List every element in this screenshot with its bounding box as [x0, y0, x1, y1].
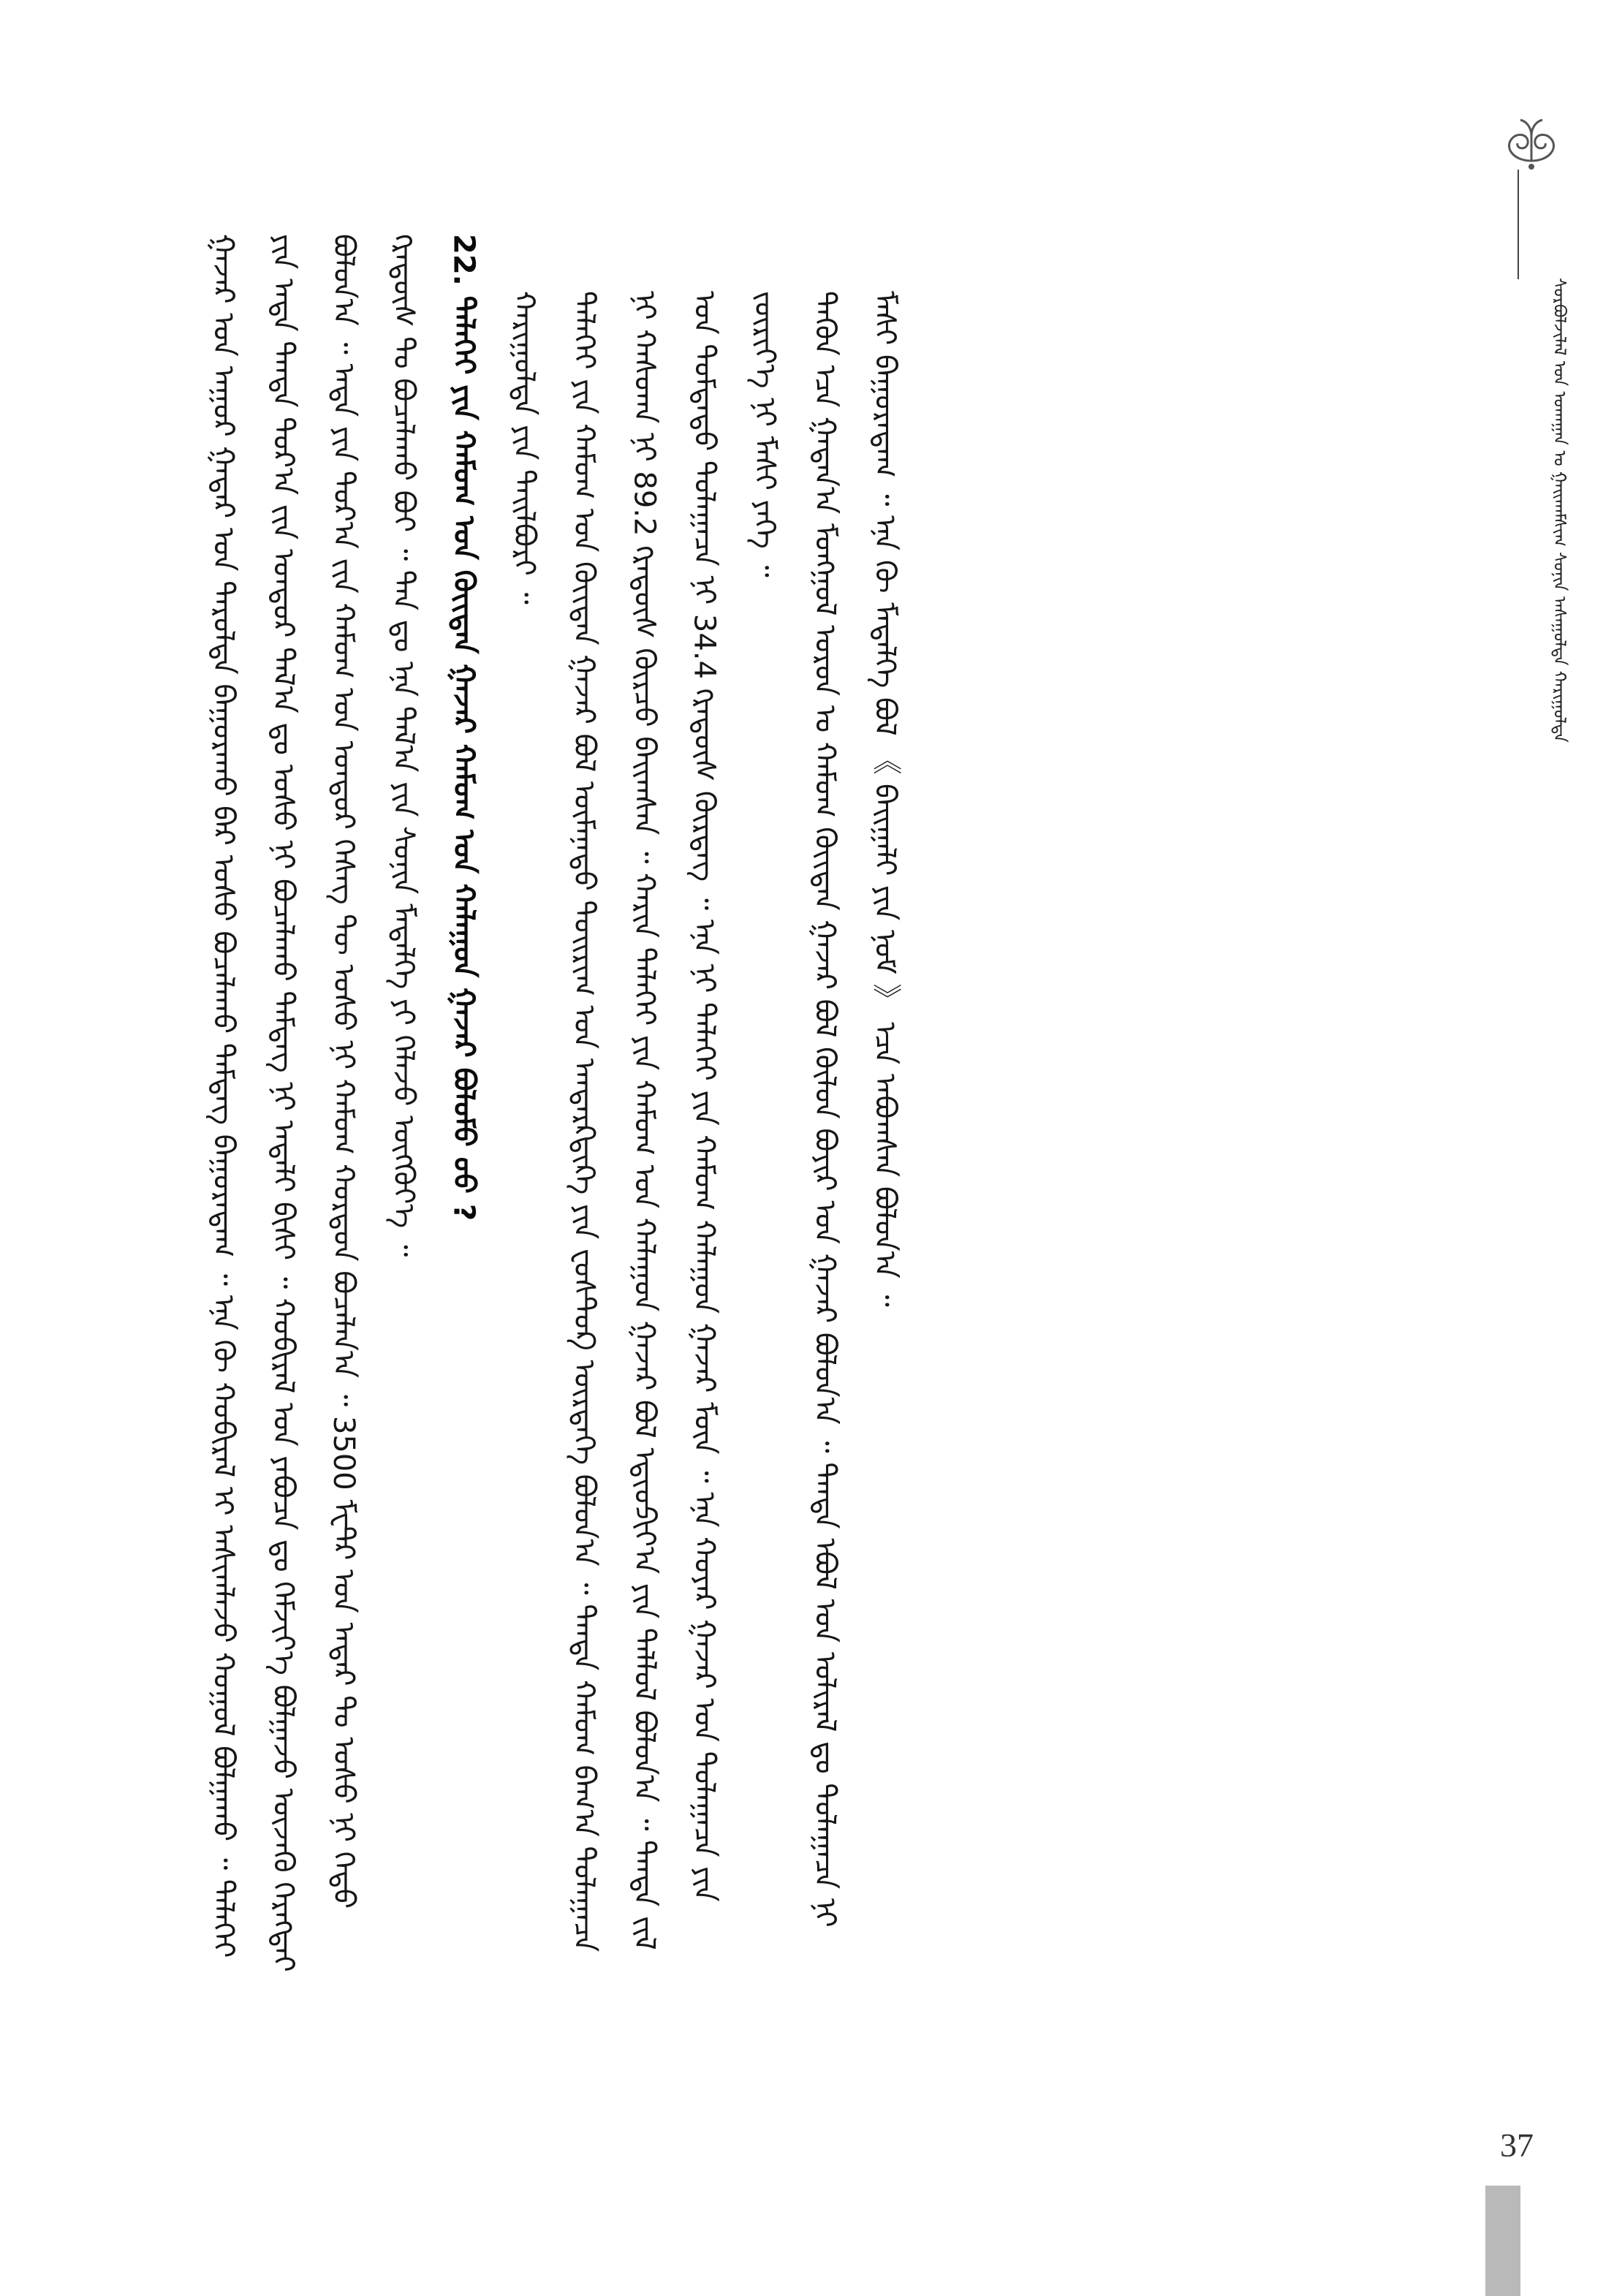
page-edge-tab	[1485, 2186, 1520, 2296]
page-number: 37	[1500, 2126, 1534, 2164]
answer-paragraph: ᠳᠡᠯᠡᠬᠡᠢ ᠶᠢᠨ ᠬᠠᠮᠤᠭ ᠤᠨ ᠬᠦᠢᠲᠡᠨ ᠭᠠᠵᠠᠷ ᠪᠣᠯ ᠥᠮᠡᠨᠡᠲᠦ ᠲᠣᠢᠷᠢᠭ ᠤᠨ ᠠᠨᠲᠠᠷᠺᠲᠢᠺᠠ ᠶᠢᠨ ᠸᠣᠰᠲ᠋ᠣᠺ ᠥᠷᠲᠡᠭᠡ ᠪᠣᠯᠤᠨ᠎ᠠ ᠃ ᠲᠡᠨᠳᠡ ᠬᠠᠮᠤᠭ ᠪᠠᠭ᠎ᠠ ᠳᠤᠯᠠᠭᠠᠴᠠ ᠨᠢ ᠬᠠᠰᠤᠬᠠ ᠨᠢ 89.2 ᠭᠷᠠᠳᠦ᠋ᠰ ᠬᠦᠷᠴᠦ ᠪᠠᠢᠭᠰᠠᠨ ᠃ ᠬᠠᠷᠢᠨ ᠳᠡᠯᠡᠬᠡᠢ ᠶᠢᠨ ᠬᠠᠮᠤᠭ ᠤᠨ ᠬᠠᠯᠠᠭᠤᠨ ᠭᠠᠵᠠᠷ ᠪᠣᠯ ᠡᠲᠢᠣᠫᠢᠶ᠎ᠠ ᠶᠢᠨ ᠳᠠᠯᠯᠣᠯ ᠪᠣᠯᠤᠨ᠎ᠠ ᠃ ᠲᠡᠨᠳᠡ ᠵᠢᠯ ᠤᠨ ᠳᠤᠮᠳᠠᠳᠤ ᠳᠤᠯᠠᠭᠠᠴᠠ ᠨᠢ 34.4 ᠭᠷᠠᠳᠦ᠋ᠰ ᠬᠦᠷᠳᠡᠭ ᠃ ᠡᠨᠡ ᠨᠢ ᠳᠡᠯᠡᠬᠡᠢ ᠶᠢᠨ ᠬᠠᠮᠤᠭ ᠬᠠᠯᠠᠭᠤᠨ ᠭᠠᠵᠠᠷ ᠮᠥᠨ ᠃ ᠡᠨᠡ ᠬᠣᠶᠠᠷ ᠭᠠᠵᠠᠷ ᠤᠨ ᠳᠤᠯᠠᠭᠠᠴᠠ ᠶᠢᠨ ᠵᠥᠷᠢᠶ᠎ᠡ ᠨᠢ ᠮᠠᠰᠢ ᠶᠡᠬᠡ ᠃	[567, 291, 781, 1952]
running-header: ᠰᠣᠷᠪᠤᠯᠵᠢᠯᠠᠯ ᠤᠨ ᠤᠬᠠᠭᠠᠨ ᠤ ᠭᠠᠢᠬᠠᠮᠰᠢᠭ ᠰᠣᠨᠢᠨ ᠠᠰᠠᠭᠤᠯᠲᠠ ᠬᠠᠷᠢᠭᠤᠯᠲᠠ	[1550, 278, 1569, 743]
header-ornament-icon	[1491, 110, 1572, 175]
answer-paragraph: ᠲᠡᠭᠦᠨ ᠡᠴᠡ ᠭᠠᠳᠠᠨ᠎ᠠ ᠮᠣᠩᠭᠣᠯ ᠣᠷᠣᠨ ᠤ ᠬᠠᠮᠤᠭ ᠬᠦᠢᠲᠡᠨ ᠭᠠᠵᠠᠷ ᠪᠣᠯ ᠬᠥᠯᠥᠨ ᠪᠤᠶᠢᠷ ᠤᠨ ᠭᠠᠵᠠᠷ ᠪᠣᠯᠤᠨ᠎ᠠ ᠃ ᠲᠡᠨᠳᠡ ᠡᠪᠦᠯ ᠤᠨ ᠤᠯᠢᠷᠠᠯ ᠳᠤ ᠳᠤᠯᠠᠭᠠᠴᠠ ᠨᠢ ᠮᠠᠰᠢ ᠪᠠᠭᠤᠷᠠᠳᠠᠭ ᠃ ᠡᠨᠡ ᠬᠦ ᠮᠡᠳᠡᠯᠭᠡ ᠪᠣᠯ 《 ᠪᠠᠢᠭᠠᠯᠢ ᠶᠢᠨ ᠨᠣᠮ 》 ᠡᠴᠡ ᠠᠪᠤᠭᠰᠠᠨ ᠪᠣᠯᠤᠨ᠎ᠠ ᠃	[808, 291, 902, 1928]
header-rule	[1518, 170, 1519, 279]
answer-lead: ᠬᠠᠷᠢᠭᠤᠯᠲᠠ ᠶᠢᠨ ᠲᠠᠢᠯᠪᠤᠷᠢ ᠃	[507, 291, 541, 605]
question-text: ᠳᠡᠯᠡᠬᠡᠢ ᠶᠢᠨ ᠬᠠᠮᠤᠭ ᠤᠨ ᠬᠦᠢᠲᠡᠨ ᠭᠠᠵᠠᠷ ᠬᠠᠮᠤᠭ ᠤᠨ ᠬᠠᠯᠠᠭᠤᠨ ᠭᠠᠵᠠᠷ ᠪᠣᠯᠤᠮᠤ ᠤᠤ ?	[447, 295, 481, 1221]
question-heading	[433, 234, 493, 1988]
header-title-mark	[1481, 278, 1494, 556]
page-body	[193, 234, 1458, 1988]
body-paragraph: ᠭᠠᠵᠠᠷ ᠤᠨ ᠠᠭᠤᠷ ᠭᠠᠳᠠᠷ ᠤᠨ ᠳᠠᠷᠤᠯᠲᠠ ᠪᠠᠭᠤᠷᠠᠬᠤ ᠪᠠᠷ ᠤᠰᠤ ᠪᠤᠴᠠᠯᠠᠬᠤ ᠲᠡᠮᠳᠡᠭ ᠪᠠᠭᠤᠷᠠᠳᠠᠭ ᠃ ᠡᠨᠡ ᠬᠦ ᠬᠤᠪᠢᠷᠠᠯ ᠢ ᠠᠰᠢᠭᠯᠠᠵᠤ ᠬᠣᠭᠣᠯ ᠪᠣᠯᠭᠠᠬᠤ ᠃ ᠳᠡᠯᠡᠬᠡᠢ ᠶᠢᠨ ᠡᠨᠳᠡ ᠲᠠᠨᠳᠠ ᠳᠤᠷ᠎ᠠ ᠵᠢᠨ ᠤᠨᠳᠤᠷ ᠲᠠᠯ᠎ᠠ ᠳᠤ ᠤᠰᠤ ᠨᠢ ᠪᠤᠴᠠᠯᠠᠬᠤ ᠲᠡᠮᠳᠡᠭ ᠨᠢ ᠠᠳᠠᠯᠢ ᠪᠢᠰᠢ ᠃ ᠬᠤᠪᠢᠷᠠᠯ ᠤᠨ ᠶᠠᠪᠤᠴᠠ ᠳᠤ ᠬᠡᠮᠵᠢᠶ᠎ᠡ ᠪᠣᠯᠭᠠᠵᠤ ᠦᠵᠡᠬᠦ ᠬᠡᠷᠡᠭᠲᠡᠶ ᠪᠣᠯᠤᠨ᠎ᠠ ᠃ ᠡᠨᠳᠡ ᠶᠢᠨ ᠳᠤᠷ᠎ᠠ ᠵᠢᠨ ᠬᠠᠮᠤᠭ ᠤᠨ ᠤᠨᠳᠤᠷ ᠬᠡᠰᠡᠭ ᠲᠦ ᠤᠰᠤ ᠨᠢ ᠬᠠᠮᠤᠭ ᠬᠤᠷᠳᠤᠨ ᠪᠤᠴᠠᠯᠠᠨ᠎ᠠ ᠃ 3500 ᠮᠧᠲ᠋ᠷ ᠤᠨ ᠡᠨᠳᠡᠷ ᠲᠤ ᠤᠰᠤ ᠨᠢ ᠬᠡᠳᠦ ᠭᠷᠠᠳᠦ᠋ᠰ ᠲᠤ ᠪᠤᠴᠠᠯᠠᠬᠤ ᠪᠤᠢ ᠃ ᠲᠠᠨ ᠳᠤ ᠡᠨᠡ ᠲᠠᠯ᠎ᠠ ᠶᠢᠨ ᠰᠣᠨᠢᠨ ᠮᠡᠳᠡᠯᠭᠡ ᠶᠢ ᠬᠡᠯᠡᠵᠦ ᠦᠭᠭᠦᠶ᠎ᠡ ᠃	[206, 234, 421, 1972]
question-number: 22.	[447, 234, 481, 286]
